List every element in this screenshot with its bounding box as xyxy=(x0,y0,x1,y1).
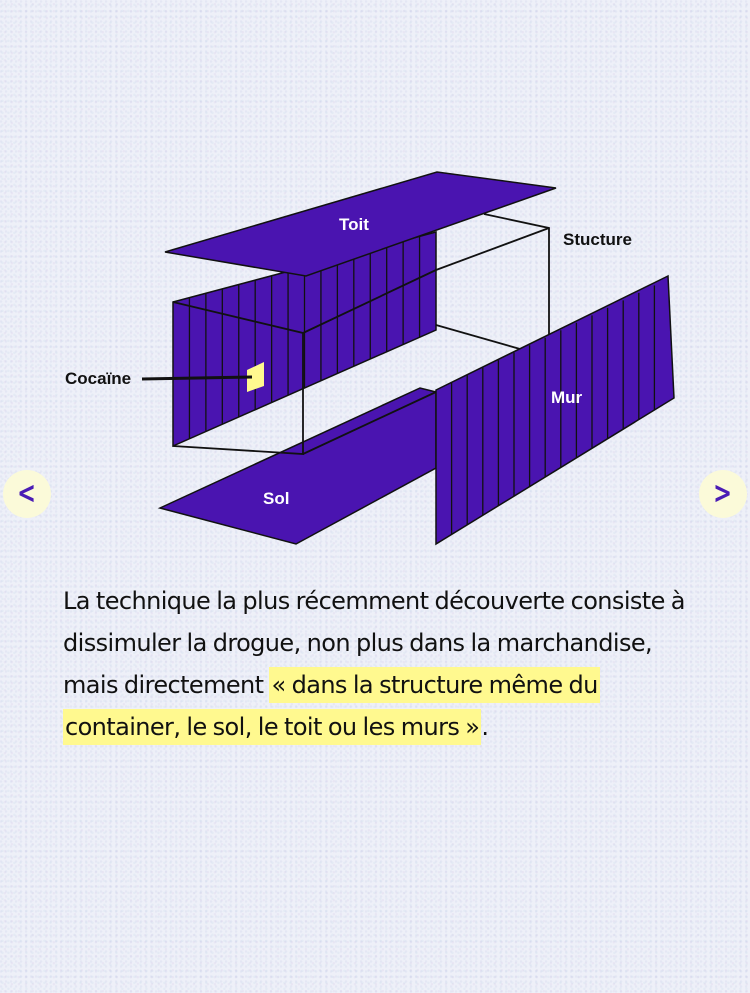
caption-highlight: « dans la structure même du container, le sol, le toit ou les murs » xyxy=(63,667,600,745)
structure-label: Stucture xyxy=(563,230,632,249)
caption-end: . xyxy=(481,713,489,741)
floor-label: Sol xyxy=(263,489,290,508)
caption-text xyxy=(63,580,703,748)
caption-plain: La technique la plus récemment découverte consiste à dissimuler la drogue, non plus dans la marchandise, mais directement xyxy=(63,587,685,699)
cocaine-label: Cocaïne xyxy=(65,369,132,388)
cocaine-leader xyxy=(142,377,252,379)
roof-label: Toit xyxy=(339,215,369,234)
chevron-left-icon: < xyxy=(17,476,37,511)
next-button[interactable] xyxy=(699,470,747,518)
wall-label: Mur xyxy=(551,388,583,407)
previous-button[interactable] xyxy=(3,470,51,518)
chevron-right-icon: > xyxy=(713,476,733,511)
